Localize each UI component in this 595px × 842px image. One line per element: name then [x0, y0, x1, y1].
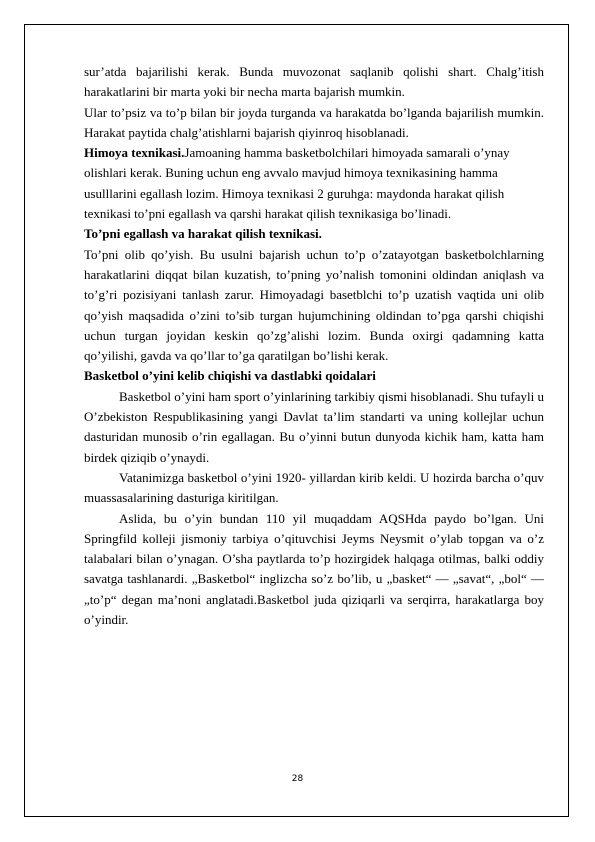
- paragraph-defense-line1: [84, 143, 544, 163]
- document-body: [84, 62, 544, 630]
- paragraph-ball-steal: To’pni olib qo’yish. Bu usulni bajarish uchun to’p o’zatayotgan basketbolchlarning harakatlarini diqqat bilan kuzatish, to’pning yo’nalish tomonini oldindan aniqlash va to’g’ri pozisiyani tanlash zarur. Himoyadagi basetblchi to’p uzatish vaqtida uni olib qo’yish maqsadida o’zini to’sib turgan hujumchining oldindan to’pga qarshi chiqishi uchun turgan joyidan keskin qo’zg’alishi lozim. Bunda oxirgi qadamning katta qo’yilishi, gavda va qo’llar to’ga qaratilgan bo’lishi kerak.: [84, 246, 544, 364]
- paragraph-feints: sur’atda bajarilishi kerak. Bunda muvozonat saqlanib qolishi shart. Chalg’itish harakatlarini bir marta yoki bir necha marta bajarish mumkin.: [84, 64, 544, 100]
- paragraph-defense-line4: texnikasi to’pni egallash va qarshi harakat qilish texnikasiga bo’linadi.: [84, 206, 452, 222]
- paragraph-basketball-uzbekistan: Vatanimizga basketbol o’yini 1920- yillardan kirib keldi. U hozirda barcha o’quv muassasalarining dasturiga kiritilgan.: [84, 469, 544, 506]
- paragraph-basketball-sport: Basketbol o’yini ham sport o’yinlarining tarkibiy qismi hisoblanadi. Shu tufayli u O’zbekiston Respublikasining yangi Davlat ta’lim standarti va uning kollejlar uchun dasturidan munosib o’rin egallagan. Bu o’yinni butun dunyoda kichik ham, katta ham birdek qiziqib o’ynaydi.: [84, 388, 544, 465]
- section-heading-basketball-origin: Basketbol o’yini kelib chiqishi va dastlabki qoidalari: [84, 368, 376, 384]
- paragraph-defense-line3: usulllarini egallash lozim. Himoya texnikasi 2 guruhga: maydonda harakat qilish: [84, 185, 505, 201]
- page-number: 28: [291, 774, 304, 784]
- paragraph-defense-line2: olishlari kerak. Buning uchun eng avvalo mavjud himoya texnikasining hamma: [84, 165, 498, 181]
- section-heading-ball-control: To’pni egallash va harakat qilish texnikasi.: [84, 226, 322, 242]
- paragraph-feints-conditions: Ular to’psiz va to’p bilan bir joyda turganda va harakatda bo’lganda bajarilish mumkin. Harakat paytida chalg’atishlarni bajarish qiyinroq hisoblanadi.: [84, 104, 544, 140]
- defense-technique-title: Himoya texnikasi.: [84, 145, 185, 161]
- paragraph-basketball-history: Aslida, bu o’yin bundan 110 yil muqaddam AQSHda paydo bo’lgan. Uni Springfild kolleji jismoniy tarbiya o’qituvchisi Jeyms Neysmit o’ylab topgan va o’z talabalari bilan o’ynagan. O’sha paytlarda to’p hozirgidek halqaga otilmas, balki oddiy savatga tashlanardi. „Basketbol“ inglizcha so’z bo’lib, u „basket“ — „savat“, „bol“ — „to’p“ degan ma’noni anglatadi.Basketbol juda qiziqarli va serqirra, harakatlarga boy o’yindir.: [84, 510, 544, 628]
- defense-line1-text: Jamoaning hamma basketbolchilari himoyada samarali o’ynay: [184, 145, 510, 161]
